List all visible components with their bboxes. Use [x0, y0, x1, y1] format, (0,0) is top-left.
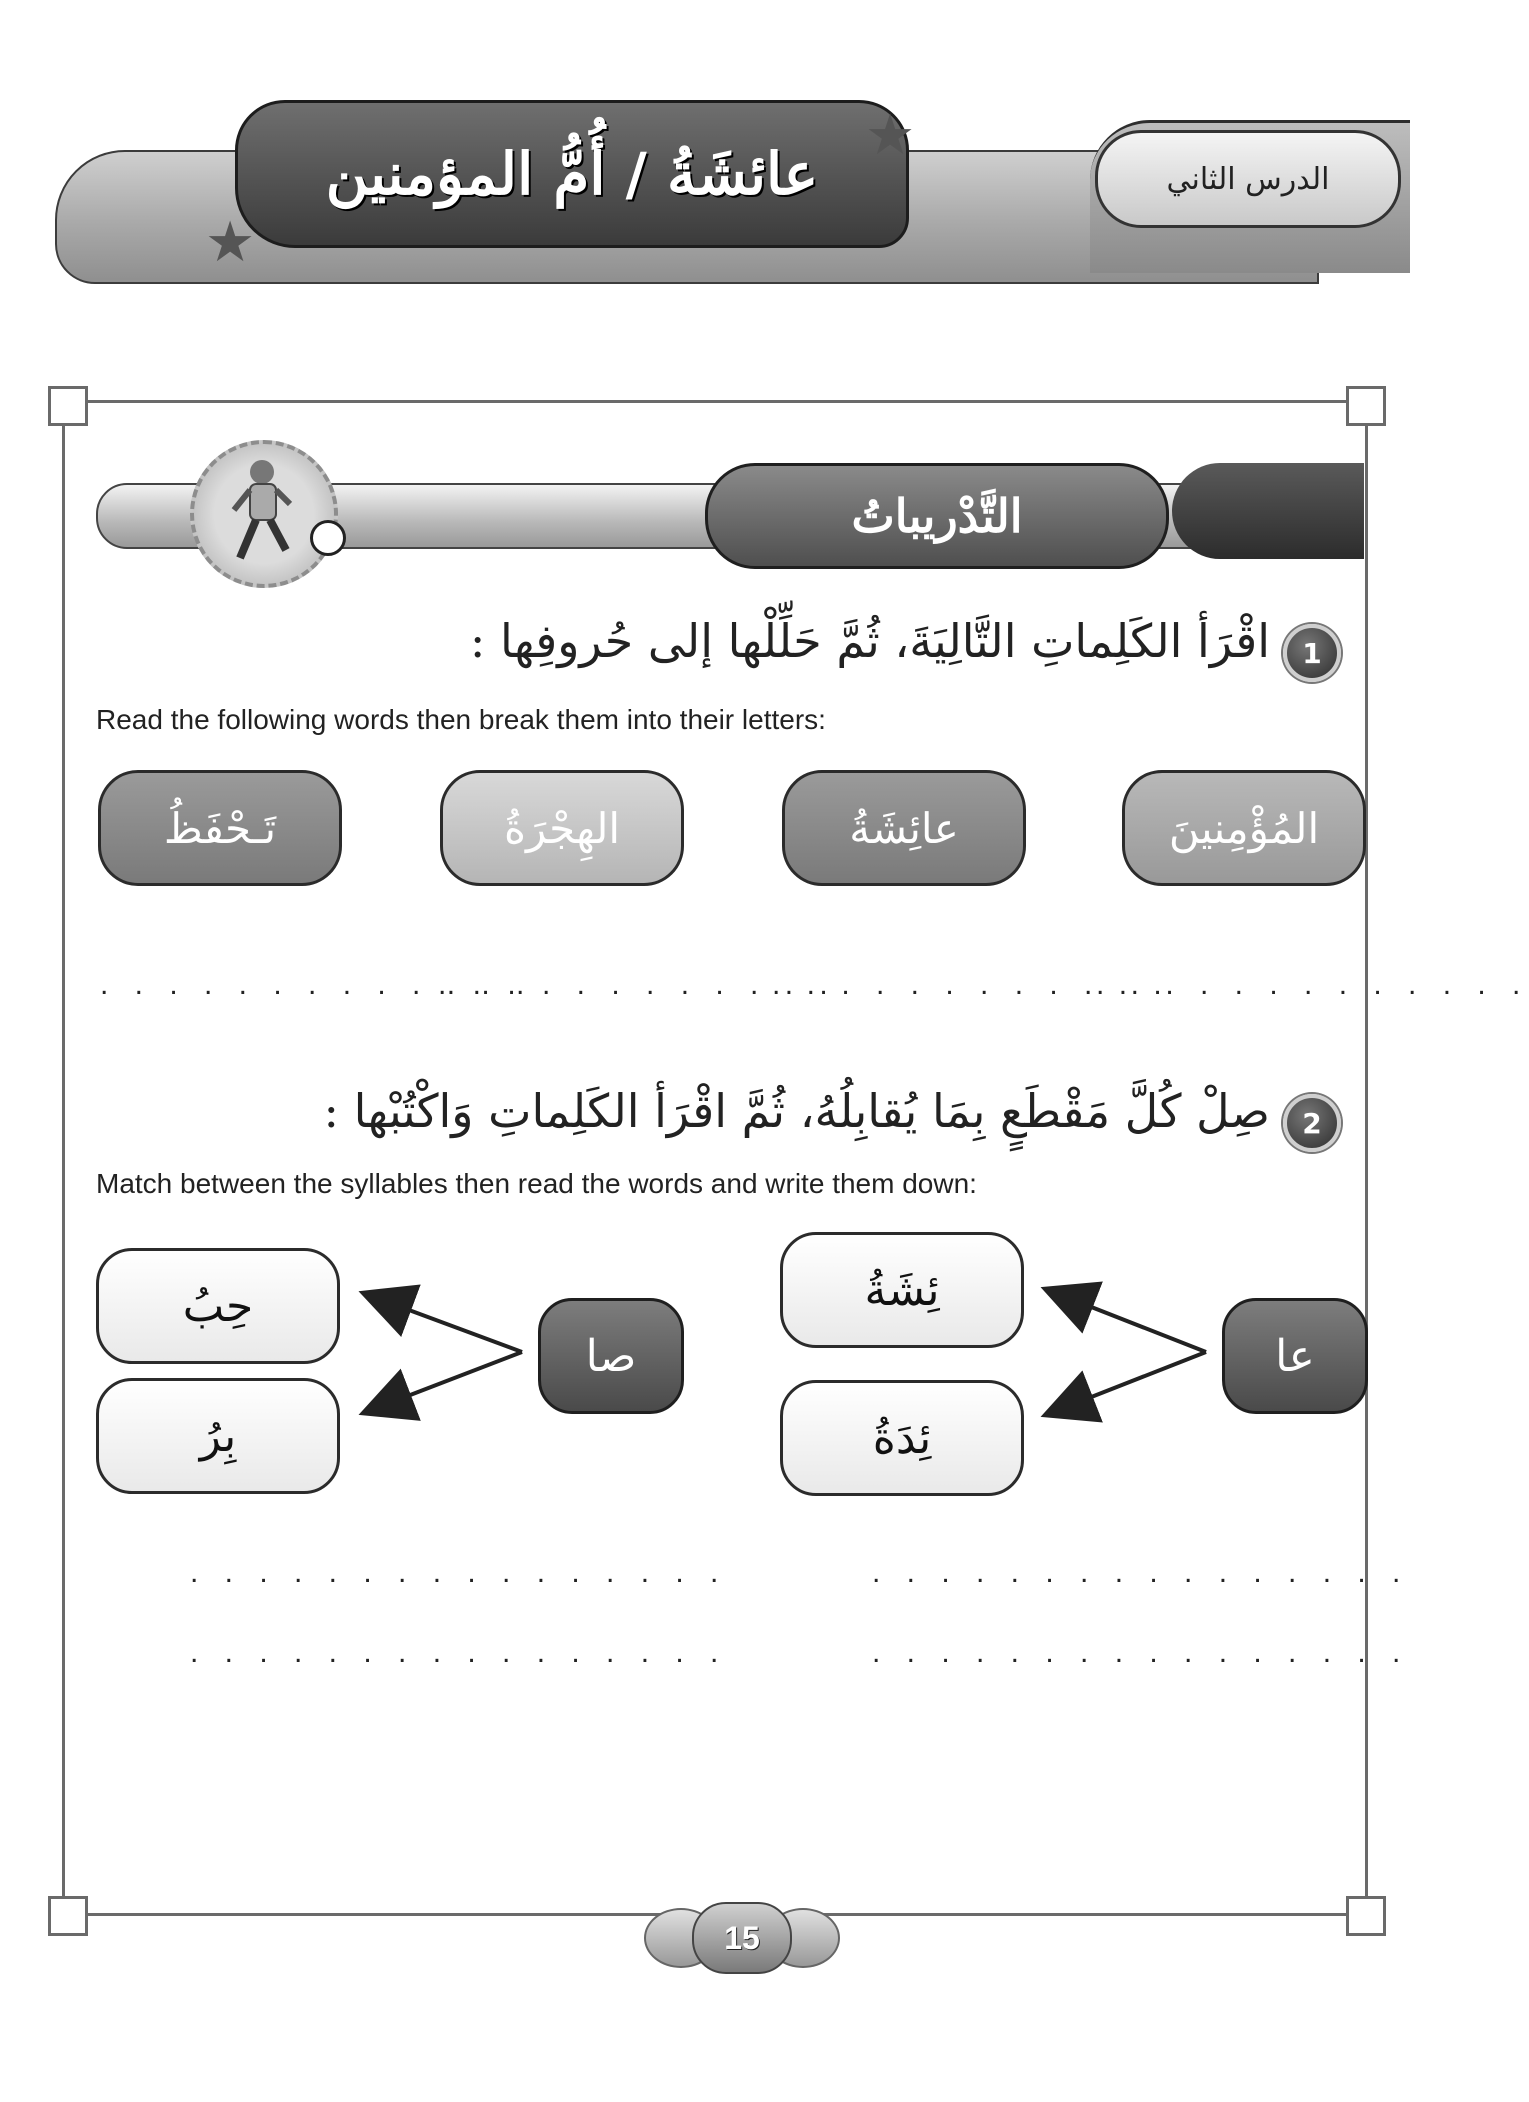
match-option[interactable]: بِرُ — [96, 1378, 340, 1494]
answer-line[interactable]: . . . . . . . . . . . . — [772, 968, 1171, 1001]
page-number: 15 — [692, 1902, 792, 1974]
exercise2-instruction-en: Match between the syllables then read the words and write them down: — [96, 1168, 977, 1199]
lesson-label: الدرس الثاني — [1095, 130, 1401, 228]
word-pill: تَـحْفَظُ — [98, 770, 342, 886]
answer-line[interactable]: . . . . . . . . . . . . . . . . — [190, 1556, 728, 1589]
match-option[interactable]: ئِدَةُ — [780, 1380, 1024, 1496]
exercise1-instruction-en: Read the following words then break them into their letters: — [96, 704, 826, 735]
word-pill: عائِشَةُ — [782, 770, 1026, 886]
answer-line[interactable]: . . . . . . . . . . . . . . . . — [872, 1636, 1410, 1669]
word-pill: المُؤْمِنينَ — [1122, 770, 1366, 886]
answer-line[interactable]: . . . . . . . . . . . . — [438, 968, 837, 1001]
exercise2-instruction-ar: صِلْ كُلَّ مَقْطَعٍ بِمَا يُقابِلُهُ، ثُمَّ اقْرَأ الكَلِماتِ وَاكْتُبْها : — [323, 1084, 1270, 1138]
word-pill: الهِجْرَةُ — [440, 770, 684, 886]
match-option[interactable]: ئِشَةُ — [780, 1232, 1024, 1348]
exercise-number-2: 2 — [1283, 1094, 1341, 1152]
star-icon: ★ — [205, 210, 256, 275]
star-icon: ★ — [865, 103, 916, 168]
answer-line[interactable]: . . . . . . . . . . . . . . . . — [872, 1556, 1410, 1589]
answer-line[interactable]: . . . . . . . . . . . . . . . . — [190, 1636, 728, 1669]
arrow-icon — [366, 1290, 1206, 1414]
answer-line[interactable]: . . . . . . . . . . . . . — [1096, 968, 1529, 1001]
page-title: عائشَةُ / أُمُّ المؤمنين — [235, 100, 909, 248]
syllable-pill[interactable]: صا — [538, 1298, 684, 1414]
exercise-number-1: 1 — [1283, 624, 1341, 682]
answer-line[interactable]: . . . . . . . . . . . . . — [100, 968, 534, 1001]
match-option[interactable]: حِبُ — [96, 1248, 340, 1364]
exercise1-instruction-ar: اقْرَأ الكَلِماتِ التَّالِيَةَ، ثُمَّ حَلِّلْها إلى حُروفِها : — [469, 614, 1270, 668]
syllable-pill[interactable]: عا — [1222, 1298, 1368, 1414]
exercises-label: التَّدْريباتُ — [705, 463, 1169, 569]
